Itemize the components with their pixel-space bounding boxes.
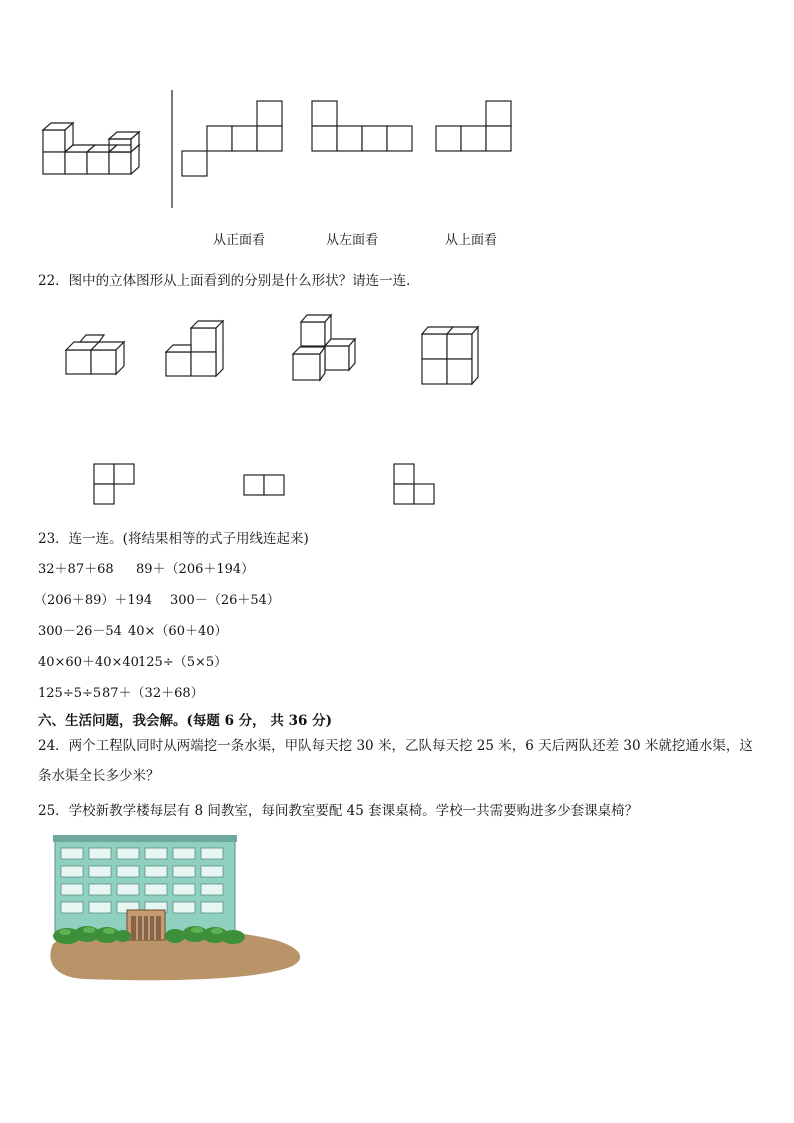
q25-text: 25．学校新教学楼每层有 8 间教室，每间教室要配 45 套课桌椅。学校一共需要购进多少套课桌椅？: [38, 803, 639, 819]
q22-solid-2: [162, 316, 232, 381]
q22-title: 22．图中的立体图形从上面看到的分别是什么形状？请连一连．: [38, 273, 420, 289]
q24-line-1: 24．两个工程队同时从两端挖一条水渠，甲队每天挖 30 米，乙队每天挖 25 米，6 天后两队还差 30 米就挖通水渠，这: [38, 738, 753, 754]
school-building-illustration: [45, 832, 307, 982]
q23-right-expr-5: 87＋（32＋68）: [102, 686, 204, 701]
q21-view-top: [436, 100, 516, 155]
q21-solid-figure: [38, 118, 168, 198]
q21-view-left: [312, 100, 417, 155]
q23-left-expr-4: 40×60＋40×40: [38, 655, 139, 670]
q22-shape-1: [93, 463, 138, 508]
q23-left-expr-2: （206＋89）＋194: [34, 593, 153, 608]
q21-view-front: [182, 100, 282, 180]
q22-solid-1: [60, 330, 130, 380]
q23-left-expr-5: 125÷5÷5: [38, 686, 102, 701]
q23-right-expr-3: 40×（60＋40）: [128, 624, 228, 639]
q23-right-expr-1: 89＋（206＋194）: [136, 562, 255, 577]
q23-left-expr-3: 300－26－54: [38, 624, 122, 639]
q22-solid-3: [290, 310, 365, 385]
q22-solid-4: [418, 322, 488, 387]
q24-line-2: 条水渠全长多少米？: [38, 768, 160, 784]
view-label-front: 从正面看: [213, 233, 266, 248]
view-label-left: 从左面看: [326, 233, 379, 248]
q22-shape-3: [393, 463, 438, 508]
q23-title: 23．连一连。(将结果相等的式子用线连起来): [38, 531, 309, 547]
section-6-heading: 六、生活问题，我会解。(每题 6 分， 共 36 分): [38, 713, 332, 729]
q22-shape-2: [243, 474, 288, 499]
view-label-top: 从上面看: [445, 233, 498, 248]
q21-divider-line: [171, 90, 175, 210]
q23-left-expr-1: 32＋87＋68: [38, 562, 114, 577]
q23-right-expr-2: 300－（26＋54）: [170, 593, 280, 608]
q23-right-expr-4: 125÷（5×5）: [138, 655, 228, 670]
